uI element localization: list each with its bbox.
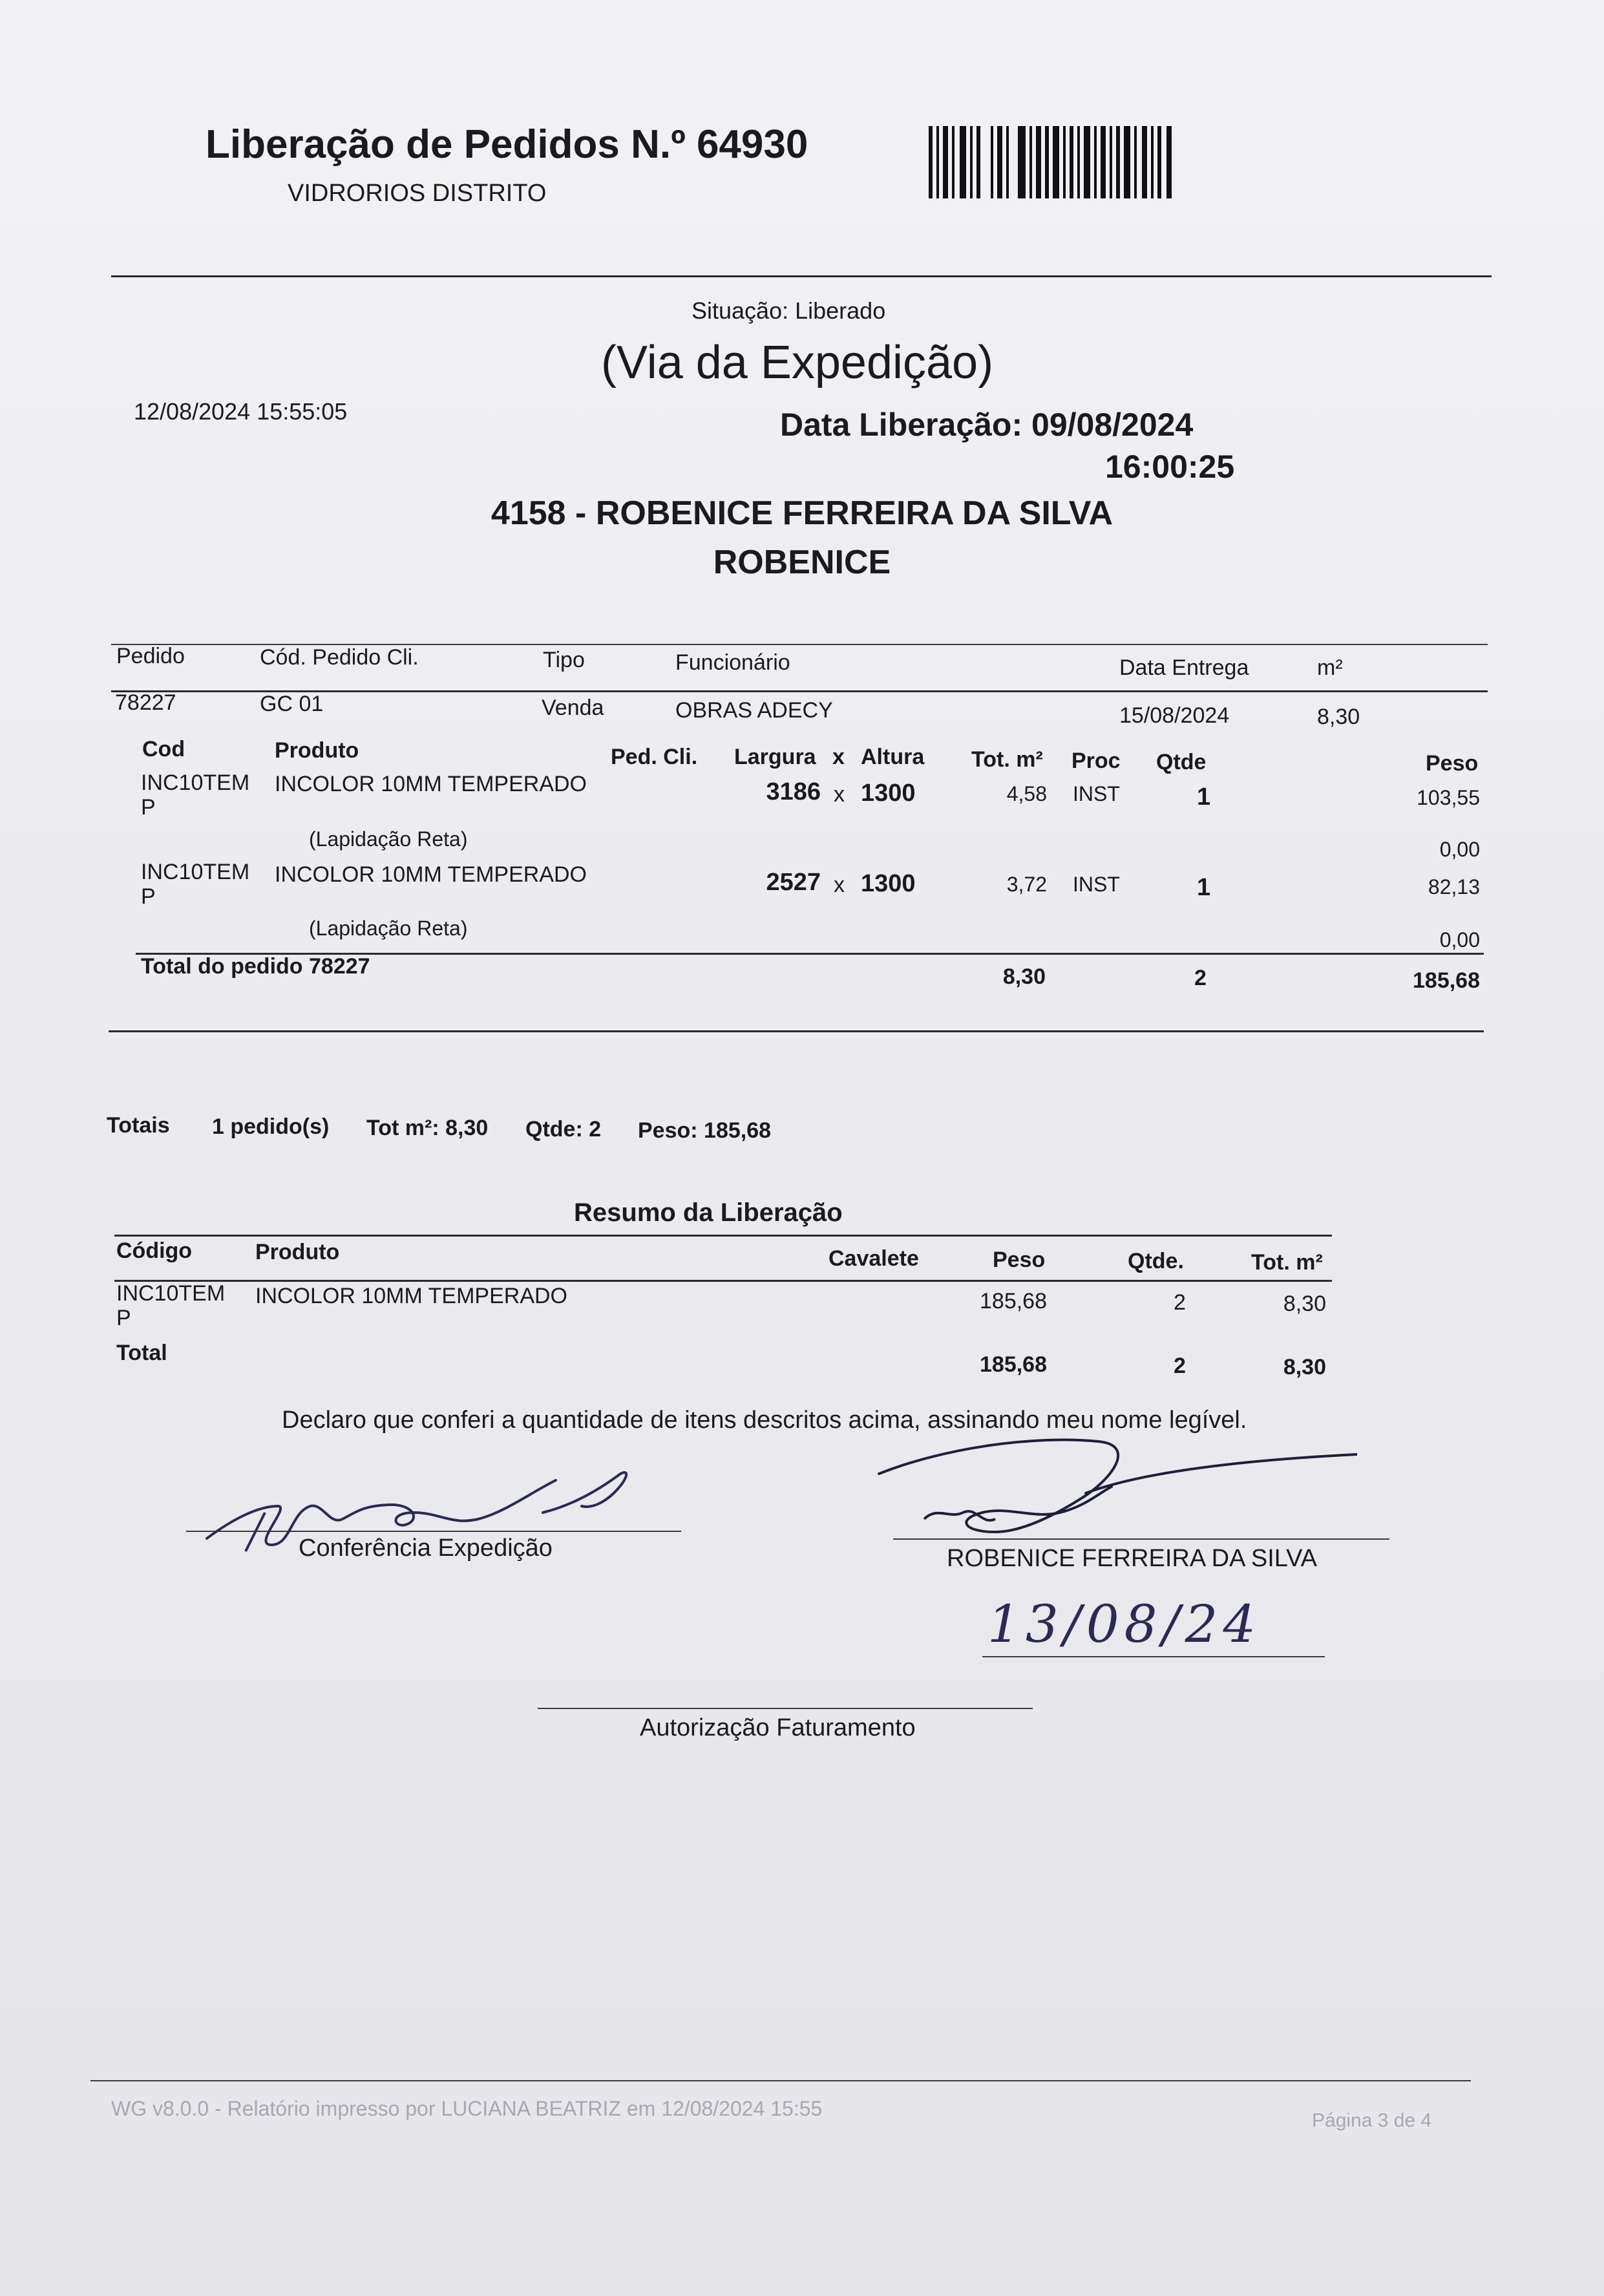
items-col-cod: Cod — [142, 737, 185, 761]
item-1-altura: 1300 — [861, 780, 916, 807]
col-data-entrega: Data Entrega — [1119, 655, 1249, 680]
item-1-cod-line2: P — [141, 795, 156, 820]
item-2-sub: (Lapidação Reta) — [309, 917, 468, 940]
item-1-sub: (Lapidação Reta) — [309, 827, 468, 851]
item-1-peso: 103,55 — [1417, 786, 1480, 809]
client-nickname: ROBENICE — [713, 544, 891, 581]
situacao: Situação: Liberado — [691, 297, 886, 324]
items-col-qtde: Qtde — [1156, 750, 1207, 774]
val-data-entrega: 15/08/2024 — [1119, 703, 1230, 728]
resumo-col-peso: Peso — [993, 1248, 1046, 1272]
items-col-tot-m2: Tot. m² — [971, 747, 1043, 772]
resumo-row-peso: 185,68 — [980, 1289, 1047, 1313]
item-1-produto: INCOLOR 10MM TEMPERADO — [275, 772, 587, 796]
resumo-total-label: Total — [116, 1341, 167, 1365]
item-1-proc: INST — [1073, 782, 1120, 805]
hora-liberacao: 16:00:25 — [1105, 449, 1235, 485]
resumo-header-line — [114, 1280, 1332, 1282]
footer-printed-by: WG v8.0.0 - Relatório impresso por LUCIANA BEATRIZ em 12/08/2024 15:55 — [111, 2097, 823, 2120]
item-2-cod-line2: P — [141, 884, 156, 909]
footer-line — [90, 2080, 1471, 2081]
company-name: VIDRORIOS DISTRITO — [288, 180, 547, 207]
client-name: 4158 - ROBENICE FERREIRA DA SILVA — [491, 494, 1113, 532]
header-divider — [111, 275, 1492, 277]
col-cod-pedido-cli: Cód. Pedido Cli. — [260, 645, 419, 670]
declaration-text: Declaro que conferi a quantidade de itens descritos acima, assinando meu nome legível. — [282, 1407, 1247, 1434]
resumo-title: Resumo da Liberação — [574, 1198, 843, 1227]
resumo-top-line — [114, 1235, 1332, 1237]
items-col-ped-cli: Ped. Cli. — [611, 745, 698, 769]
resumo-col-tot-m2: Tot. m² — [1251, 1250, 1323, 1275]
handwritten-date: 13/08/24 — [987, 1594, 1261, 1654]
totais-tot-m2: Tot m²: 8,30 — [366, 1116, 489, 1140]
handwritten-signature-cliente — [866, 1422, 1357, 1558]
resumo-row-tot-m2: 8,30 — [1283, 1292, 1326, 1316]
col-pedido: Pedido — [116, 644, 185, 668]
val-pedido: 78227 — [115, 690, 176, 715]
resumo-total-tot-m2: 8,30 — [1283, 1355, 1326, 1379]
item-2-x: x — [834, 873, 845, 897]
item-1-largura: 3186 — [766, 778, 821, 805]
items-col-peso: Peso — [1426, 751, 1479, 776]
resumo-total-peso: 185,68 — [980, 1352, 1047, 1377]
item-1-tot-m2: 4,58 — [1006, 782, 1047, 805]
val-funcionario: OBRAS ADECY — [675, 698, 833, 723]
data-liberacao: Data Liberação: 09/08/2024 — [780, 407, 1194, 443]
signature-label-autorizacao: Autorização Faturamento — [640, 1714, 916, 1741]
footer-page: Página 3 de 4 — [1312, 2110, 1432, 2131]
item-1-sub-peso: 0,00 — [1439, 838, 1480, 861]
val-m2: 8,30 — [1317, 705, 1360, 729]
items-col-x: x — [832, 745, 845, 769]
signature-label-conferencia: Conferência Expedição — [299, 1535, 553, 1562]
items-col-altura: Altura — [861, 745, 925, 769]
resumo-col-qtde: Qtde. — [1128, 1249, 1184, 1273]
val-cod-pedido-cli: GC 01 — [260, 692, 324, 716]
item-2-peso: 82,13 — [1428, 875, 1480, 898]
item-1-qtde: 1 — [1197, 783, 1211, 811]
resumo-row-codigo-line1: INC10TEM — [116, 1281, 226, 1306]
items-total-tot-m2: 8,30 — [1002, 964, 1046, 989]
items-col-largura: Largura — [734, 745, 816, 769]
col-m2: m² — [1317, 655, 1343, 680]
handwritten-date-line — [982, 1656, 1325, 1657]
items-total-qtde: 2 — [1194, 966, 1207, 990]
document-title: Liberação de Pedidos N.º 64930 — [206, 122, 808, 167]
col-tipo: Tipo — [543, 648, 585, 672]
printed-at: 12/08/2024 15:55:05 — [134, 398, 348, 425]
val-tipo: Venda — [542, 696, 604, 720]
item-2-largura: 2527 — [766, 869, 821, 896]
via-title: (Via da Expedição) — [601, 337, 994, 388]
item-1-cod-line1: INC10TEM — [141, 771, 250, 795]
order-bottom-line — [109, 1030, 1484, 1032]
totais-pedidos: 1 pedido(s) — [212, 1114, 330, 1139]
items-total-peso: 185,68 — [1413, 968, 1480, 993]
items-col-proc: Proc — [1071, 749, 1121, 773]
totais-peso: Peso: 185,68 — [638, 1118, 772, 1143]
item-2-tot-m2: 3,72 — [1006, 873, 1047, 896]
totais-label: Totais — [107, 1113, 170, 1138]
item-2-qtde: 1 — [1197, 874, 1211, 901]
signature-label-cliente: ROBENICE FERREIRA DA SILVA — [947, 1545, 1317, 1572]
item-2-sub-peso: 0,00 — [1439, 928, 1480, 951]
resumo-row-produto: INCOLOR 10MM TEMPERADO — [255, 1284, 568, 1308]
resumo-col-cavalete: Cavalete — [828, 1246, 919, 1271]
item-2-proc: INST — [1073, 873, 1120, 896]
items-col-produto: Produto — [275, 738, 359, 763]
barcode — [929, 126, 1176, 198]
totais-qtde: Qtde: 2 — [525, 1117, 602, 1142]
signature-line-autorizacao — [538, 1708, 1033, 1709]
col-funcionario: Funcionário — [675, 650, 790, 675]
item-2-cod-line1: INC10TEM — [141, 860, 250, 884]
item-2-altura: 1300 — [861, 870, 916, 897]
resumo-col-codigo: Código — [116, 1238, 193, 1263]
resumo-total-qtde: 2 — [1174, 1354, 1186, 1378]
items-total-label: Total do pedido 78227 — [141, 954, 370, 979]
resumo-row-qtde: 2 — [1174, 1290, 1186, 1315]
item-1-x: x — [834, 782, 845, 807]
item-2-produto: INCOLOR 10MM TEMPERADO — [275, 862, 587, 887]
resumo-row-codigo-line2: P — [116, 1306, 131, 1330]
resumo-col-produto: Produto — [255, 1240, 340, 1264]
handwritten-signature-conferencia — [194, 1467, 672, 1558]
